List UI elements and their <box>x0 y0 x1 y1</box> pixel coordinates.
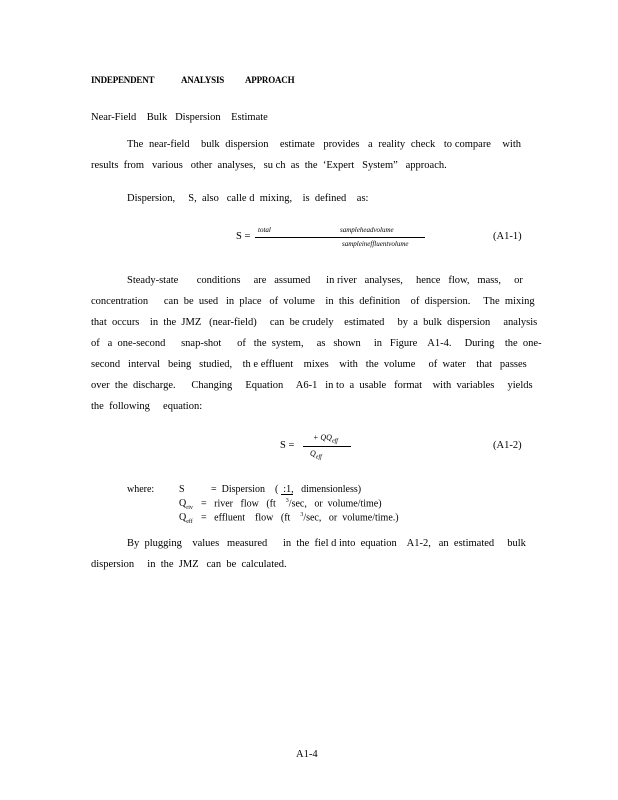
section-subheading: Near-Field Bulk Dispersion Estimate <box>91 112 268 123</box>
equation-denominator: sampleineffluentvolume <box>342 240 409 248</box>
paragraph-line: concentration can be used in place of volume in this definition of dispersion. The mixing <box>91 296 535 307</box>
paragraph-line: The near-field bulk dispersion estimate provides a reality check to compare with <box>127 139 521 150</box>
equation-number: (A1-2) <box>493 440 522 451</box>
equation-lhs: S = <box>280 440 295 451</box>
heading-word-approach: APPROACH <box>245 75 295 85</box>
paragraph-line: By plugging values measured in the fiel d into equation A1-2, an estimated bulk <box>127 538 526 549</box>
def-text-dispersion: = Dispersion ( :1, dimensionless) <box>211 484 362 495</box>
heading-word-analysis: ANALYSIS <box>181 75 225 85</box>
def-symbol-s: S <box>179 484 185 495</box>
heading-word-independent: INDEPENDENT <box>91 75 155 85</box>
paragraph-intro <box>91 134 521 176</box>
equation-numerator-total: total <box>258 226 271 234</box>
equation-lhs: S = <box>236 231 251 242</box>
fraction-bar <box>303 446 351 447</box>
dispersion-definition-text: Dispersion, S, also calle d mixing, is defined as: <box>127 193 369 204</box>
page-number: A1-4 <box>296 749 318 760</box>
def-symbol-qeff: $Q_{eff}$ <box>179 512 193 525</box>
blank-underline <box>281 494 293 495</box>
paragraph-conclusion <box>91 533 526 575</box>
paragraph-line: the following equation: <box>91 401 203 412</box>
paragraph-line: Steady-state conditions are assumed in river analyses, hence flow, mass, or <box>127 275 523 286</box>
def-text-effluent-flow: = effluent flow (ft $^3$/sec, or volume/time.) <box>201 512 399 524</box>
paragraph-line: dispersion in the JMZ can be calculated. <box>91 559 287 570</box>
equation-number: (A1-1) <box>493 231 522 242</box>
def-symbol-qriv: $Q_{riv}$ <box>179 498 193 511</box>
equation-numerator: + $QQ_{eff}$ <box>313 433 338 445</box>
paragraph-steady-state <box>91 270 542 417</box>
paragraph-line: results from various other analyses, su ch as the ‘Expert System” approach. <box>91 160 447 171</box>
paragraph-line: second interval being studied, th e effluent mixes with the volume of water that passes <box>91 359 527 370</box>
def-text-river-flow: = river flow (ft $^3$/sec, or volume/time) <box>201 498 382 510</box>
paragraph-line: that occurs in the JMZ (near-field) can be crudely estimated by a bulk dispersion analysis <box>91 317 538 328</box>
paragraph-line: over the discharge. Changing Equation A6-1 in to a usable format with variables yields <box>91 380 533 391</box>
equation-denominator: $Q_{eff}$ <box>310 449 322 461</box>
fraction-bar <box>255 237 425 238</box>
where-label: where: <box>127 484 155 495</box>
equation-numerator-sample: sampleheadvolume <box>340 226 394 234</box>
paragraph-line: of a one-second snap-shot of the system, as shown in Figure A1-4. During the one- <box>91 338 542 349</box>
